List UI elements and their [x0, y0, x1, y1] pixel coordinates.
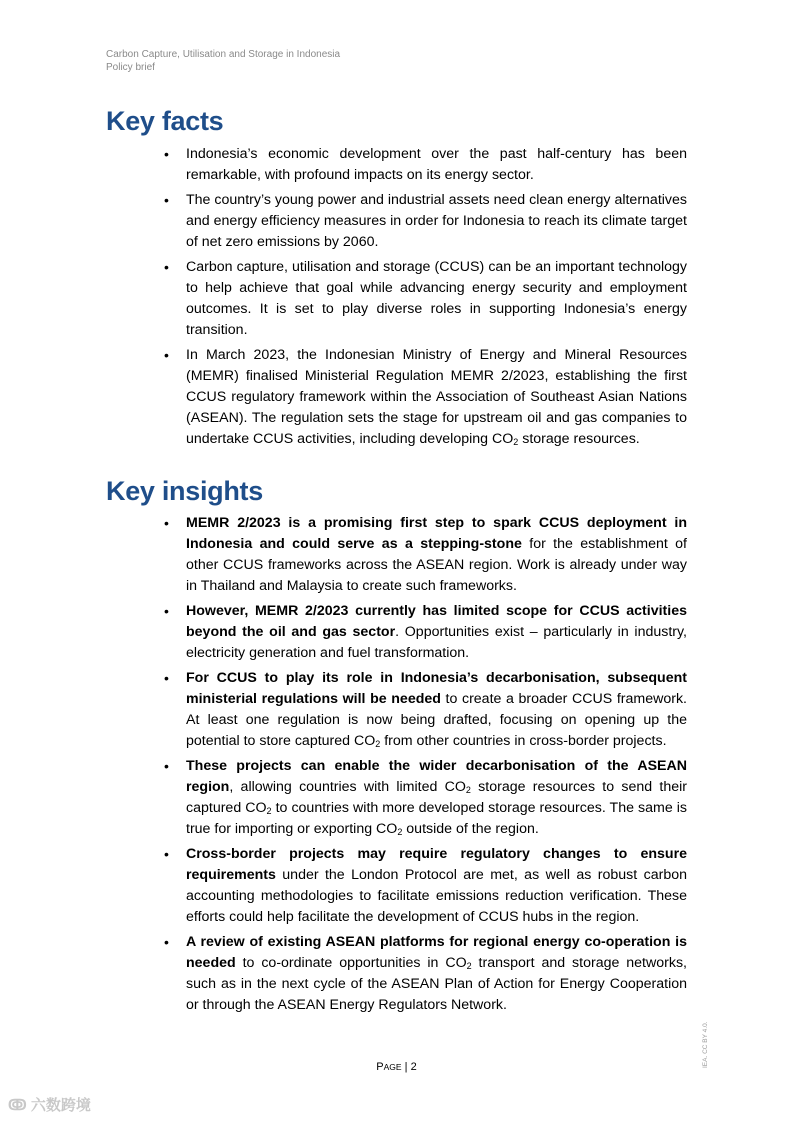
bullet-icon: •	[164, 146, 169, 162]
bullet-icon: •	[164, 670, 169, 686]
watermark-text: 六数跨境	[30, 1097, 91, 1114]
key-facts-list	[164, 144, 687, 454]
bullet-icon: •	[164, 259, 169, 275]
running-header	[106, 48, 340, 74]
key-insights-heading: Key insights	[106, 476, 263, 506]
list-item: • Cross-border projects may require regulatory changes to ensure requirements under the London Protocol are met, as well as robust carbon accounting methodologies to facilitate emissions reduction verification. These efforts could help facilitate the development of CCUS hubs in the region.	[164, 846, 687, 925]
list-item: • MEMR 2/2023 is a promising first step to spark CCUS deployment in Indonesia and could serve as a stepping-stone for the establishment of other CCUS frameworks across the ASEAN region. Work is already under way in Thailand and Malaysia to create such frameworks.	[164, 515, 687, 594]
report-title: Carbon Capture, Utilisation and Storage in Indonesia	[106, 49, 341, 60]
key-facts-heading: Key facts	[106, 106, 224, 136]
watermark-icon: ↂ	[8, 1097, 27, 1114]
page-number: PAGE | 2	[376, 1061, 417, 1073]
list-item: • However, MEMR 2/2023 currently has limited scope for CCUS activities beyond the oil and gas sector. Opportunities exist – particularly in industry, electricity generation and fuel transformation.	[164, 603, 687, 661]
list-item: • For CCUS to play its role in Indonesia’s decarbonisation, subsequent ministerial regulations will be needed to create a broader CCUS framework. At least one regulation is now being drafted, focusing on opening up the potential to store captured $CO_2$ from other countries in cross-border projects.	[164, 670, 687, 749]
watermark-logo	[8, 1094, 91, 1115]
list-item: • These projects can enable the wider decarbonisation of the ASEAN region, allowing countries with limited $CO_2$ storage resources to send their captured $CO_2$ to countries with more developed storage resources. The same is true for importing or exporting $CO_2$ outside of the region.	[164, 758, 687, 837]
bullet-icon: •	[164, 347, 169, 363]
bullet-icon: •	[164, 934, 169, 950]
list-item: • The country’s young power and industrial assets need clean energy alternatives and energy efficiency measures in order for Indonesia to reach its climate target of net zero emissions by 2060.	[164, 192, 687, 250]
report-type: Policy brief	[106, 62, 155, 73]
license-note: IEA. CC BY 4.0.	[702, 1021, 709, 1068]
list-item: • In March 2023, the Indonesian Ministry of Energy and Mineral Resources (MEMR) finalised Ministerial Regulation MEMR 2/2023, establishing the first CCUS regulatory framework within the Association of Southeast Asian Nations (ASEAN). The regulation sets the stage for upstream oil and gas companies to undertake CCUS activities, including developing $CO_2$ storage resources.	[164, 347, 687, 447]
list-item: • Indonesia’s economic development over the past half-century has been remarkable, with profound impacts on its energy sector.	[164, 146, 687, 183]
list-item: • Carbon capture, utilisation and storage (CCUS) can be an important technology to help achieve that goal while advancing energy security and employment outcomes. It is set to play diverse roles in supporting Indonesia’s energy transition.	[164, 259, 687, 338]
bullet-icon: •	[164, 603, 169, 619]
list-item: • A review of existing ASEAN platforms for regional energy co-operation is needed to co-ordinate opportunities in $CO_2$ transport and storage networks, such as in the next cycle of the ASEAN Plan of Action for Energy Cooperation or through the ASEAN Energy Regulators Network.	[164, 934, 687, 1013]
bullet-icon: •	[164, 758, 169, 774]
key-insights-list	[164, 513, 687, 1020]
bullet-icon: •	[164, 515, 169, 531]
bullet-icon: •	[164, 846, 169, 862]
bullet-icon: •	[164, 192, 169, 208]
